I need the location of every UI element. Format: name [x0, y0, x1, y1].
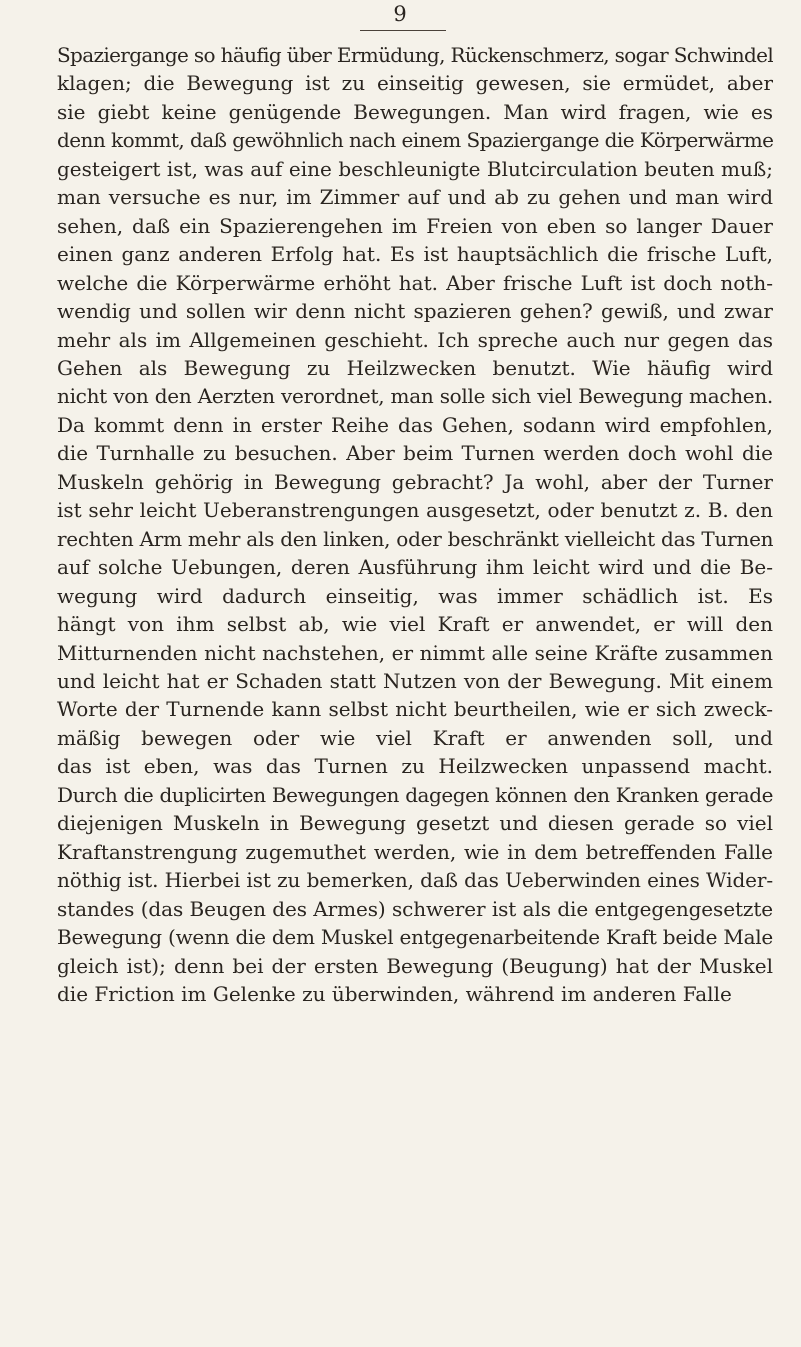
- text-line: welche die Körperwärme erhöht hat. Aber frische Luft ist doch noth-: [57, 270, 773, 295]
- page-number: 9: [393, 2, 408, 26]
- text-line: Da kommt denn in erster Reihe das Gehen, sodann wird empfohlen,: [57, 412, 773, 437]
- text-line: Spaziergange so häufig über Ermüdung, Rückenschmerz, sogar Schwindel: [57, 43, 773, 67]
- header-rule: [360, 30, 446, 31]
- text-line: mäßig bewegen oder wie viel Kraft er anwenden soll, und: [57, 725, 773, 750]
- text-line: das ist eben, was das Turnen zu Heilzwecken unpassend macht.: [57, 754, 773, 779]
- text-line: standes (das Beugen des Armes) schwerer ist als die entgegengesetzte: [57, 896, 773, 921]
- text-line: Mitturnenden nicht nachstehen, er nimmt alle seine Kräfte zusammen: [57, 640, 773, 665]
- text-line: gleich ist); denn bei der ersten Bewegung (Beugung) hat der Muskel: [57, 953, 773, 978]
- body-text: [57, 41, 773, 1008]
- text-line: diejenigen Muskeln in Bewegung gesetzt und diesen gerade so viel: [57, 811, 773, 836]
- text-line: Durch die duplicirten Bewegungen dagegen können den Kranken gerade: [57, 782, 773, 807]
- text-line: nöthig ist. Hierbei ist zu bemerken, daß das Ueberwinden eines Wider-: [57, 868, 773, 893]
- text-line: hängt von ihm selbst ab, wie viel Kraft er anwendet, er will den: [57, 612, 773, 637]
- text-line: Worte der Turnende kann selbst nicht beurtheilen, wie er sich zweck-: [57, 697, 773, 722]
- text-line: ist sehr leicht Ueberanstrengungen ausgesetzt, oder benutzt z. B. den: [57, 498, 773, 523]
- text-line: gesteigert ist, was auf eine beschleunigte Blutcirculation beuten muß;: [57, 156, 773, 181]
- text-line: und leicht hat er Schaden statt Nutzen von der Bewegung. Mit einem: [57, 668, 773, 693]
- text-line: denn kommt, daß gewöhnlich nach einem Spaziergange die Körperwärme: [57, 128, 773, 153]
- text-line: Muskeln gehörig in Bewegung gebracht? Ja wohl, aber der Turner: [57, 469, 773, 494]
- text-line: sie giebt keine genügende Bewegungen. Man wird fragen, wie es: [57, 99, 773, 124]
- text-line: auf solche Uebungen, deren Ausführung ihm leicht wird und die Be-: [57, 555, 773, 580]
- text-line: man versuche es nur, im Zimmer auf und ab zu gehen und man wird: [57, 185, 773, 210]
- text-line: wegung wird dadurch einseitig, was immer schädlich ist. Es: [57, 583, 773, 608]
- text-line: die Friction im Gelenke zu überwinden, während im anderen Falle: [57, 981, 732, 1006]
- text-line: rechten Arm mehr als den linken, oder beschränkt vielleicht das Turnen: [57, 526, 773, 551]
- text-line: klagen; die Bewegung ist zu einseitig gewesen, sie ermüdet, aber: [57, 71, 773, 96]
- text-line: Kraftanstrengung zugemuthet werden, wie in dem betreffenden Falle: [57, 839, 773, 864]
- text-line: mehr als im Allgemeinen geschieht. Ich spreche auch nur gegen das: [57, 327, 773, 352]
- text-line: einen ganz anderen Erfolg hat. Es ist hauptsächlich die frische Luft,: [57, 242, 773, 267]
- text-line: wendig und sollen wir denn nicht spazieren gehen? gewiß, und zwar: [57, 299, 773, 324]
- text-line: Bewegung (wenn die dem Muskel entgegenarbeitende Kraft beide Male: [57, 925, 773, 950]
- text-line: sehen, daß ein Spazierengehen im Freien von eben so langer Dauer: [57, 213, 773, 238]
- text-line: nicht von den Aerzten verordnet, man solle sich viel Bewegung machen.: [57, 384, 773, 409]
- text-line: die Turnhalle zu besuchen. Aber beim Turnen werden doch wohl die: [57, 441, 773, 466]
- text-line: Gehen als Bewegung zu Heilzwecken benutzt. Wie häufig wird: [57, 355, 773, 380]
